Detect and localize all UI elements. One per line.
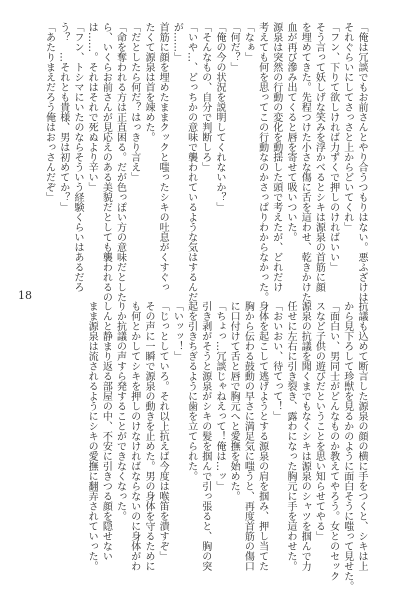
- text-line: 「いや…、どっちかの意味で襲われているような気はするんだ: [185, 22, 197, 302]
- text-line: 「何だ？」: [228, 22, 240, 72]
- text-line: 「なぁ」: [242, 22, 254, 62]
- text-line: 「いッッ！」: [171, 301, 183, 361]
- text-column-upper: [41, 22, 368, 302]
- text-line: 「おいおい、待てって！」: [270, 301, 282, 421]
- text-line: 「だとしたら何だ？はっきり言え」: [128, 22, 140, 182]
- text-line: 引き剥がそうと源泉がシキの髪を掴んで引っ張ると、胸の突: [199, 301, 211, 571]
- text-line: 「俺は冗談でもお前さんとやり合うつもりはない。悪ふざけは: [356, 22, 367, 302]
- page-number: 18: [18, 289, 32, 302]
- text-line: りか抗議の声すら発することができなくなった。: [114, 301, 126, 521]
- text-line: その声に一瞬で源泉の動きを止めた。男の身体を守るために: [142, 301, 154, 571]
- text-line: たくて源泉は首を竦めた。: [142, 22, 154, 142]
- text-line: 胸から伝わる鼓動の早さに満足気に嗤うと、再度首筋の傷口: [242, 301, 254, 571]
- text-line: は……。それはそれで死ぬより辛い」: [86, 22, 98, 192]
- text-line: 「ちょっ…冗談じゃねえって！俺は…ッ」: [213, 301, 225, 491]
- text-line: それぐらいにしてさっさと上からどいてくれ」: [341, 22, 353, 232]
- text-line: 「そんなもの、自分で判断しろ」: [199, 22, 211, 172]
- text-line: 起を引きちぎるように歯を立てられた。: [185, 301, 197, 481]
- text-line: 「俺の今の状況を説明してくれないか？」: [213, 22, 225, 212]
- text-line: 抗議も込めて断言した源泉の顔の横に手をつくと、シキは上: [356, 301, 367, 571]
- text-line: スなど子供の遊びだということを思い知らせてやる」: [313, 301, 325, 541]
- text-line: 「フン、下りて欲しければ力ずくで押しのければいい」: [327, 22, 339, 272]
- text-line: まま源泉は流されるようにシキの愛撫に翻弄されていった。: [86, 301, 98, 571]
- text-line: 源泉は突然の行動の変化を動揺した頭で考えたが、どれだけ: [270, 22, 282, 292]
- text-line: そう言って妖しげな笑みを浮かべるとシキは源泉の首筋に顔: [313, 22, 325, 292]
- text-line: を埋めてきた。先程つけた小さな傷に舌を這わせ、乾きかけた: [299, 22, 311, 302]
- text-line: 源泉の抗議を聞くまでもなくシキは源泉のシャツを掴んで力: [299, 301, 311, 571]
- text-line: 身体を起こして逃げようとする源泉の肩を掴み、押し当てた: [256, 301, 268, 571]
- text-line: 首筋に顔を埋めたままクックと嗤ったシキの吐息がくすぐっ: [157, 22, 169, 292]
- text-line: 「じっとしていろ。それ以上抗えば今度は喉笛を潰すぞ」: [157, 301, 169, 561]
- text-line: から見下ろして珍獣を見るかのように面白そうに嗤って見せた。: [341, 301, 353, 591]
- text-line: 「命を奪われる方は正直困る。だが色っぽい方の意味だとした: [114, 22, 126, 302]
- text-line: 「あたりまえだろう俺はおっさんだぞ」: [43, 22, 55, 202]
- text-column-lower: [84, 301, 368, 591]
- text-line: も何とかしてシキを押しのけなければならないのに身体がわ: [128, 301, 140, 571]
- text-line: しんと静まり返る部屋の中、不安に引きつる顔を隠せない: [100, 301, 112, 561]
- text-line: 血が再び滲み出てくると唇を寄せて吸いついた。: [284, 22, 296, 242]
- text-line: ら、いくらお前さんが見応えのある美貌だとしても襲われるの: [100, 22, 112, 302]
- text-line: 「面白い、男同士がどんなものか教えてやろう。女とのセック: [327, 301, 339, 581]
- text-line: に口付けて舌と唇で胸元へと愛撫を始めた。: [228, 301, 240, 501]
- text-line: 考えても何を思ってこの行動なのかさっぱりわからなかった。: [256, 22, 268, 302]
- text-line: 「フン、トシマにいたのならそういう経験くらいはあるだろ: [71, 22, 83, 292]
- text-line: う？ …それとも貴様、男は初めてか？」: [57, 22, 69, 212]
- text-line: 任せに左右に引き裂き、露わになった胸元に手を這わせた。: [284, 301, 296, 571]
- text-line: が……」: [171, 22, 183, 62]
